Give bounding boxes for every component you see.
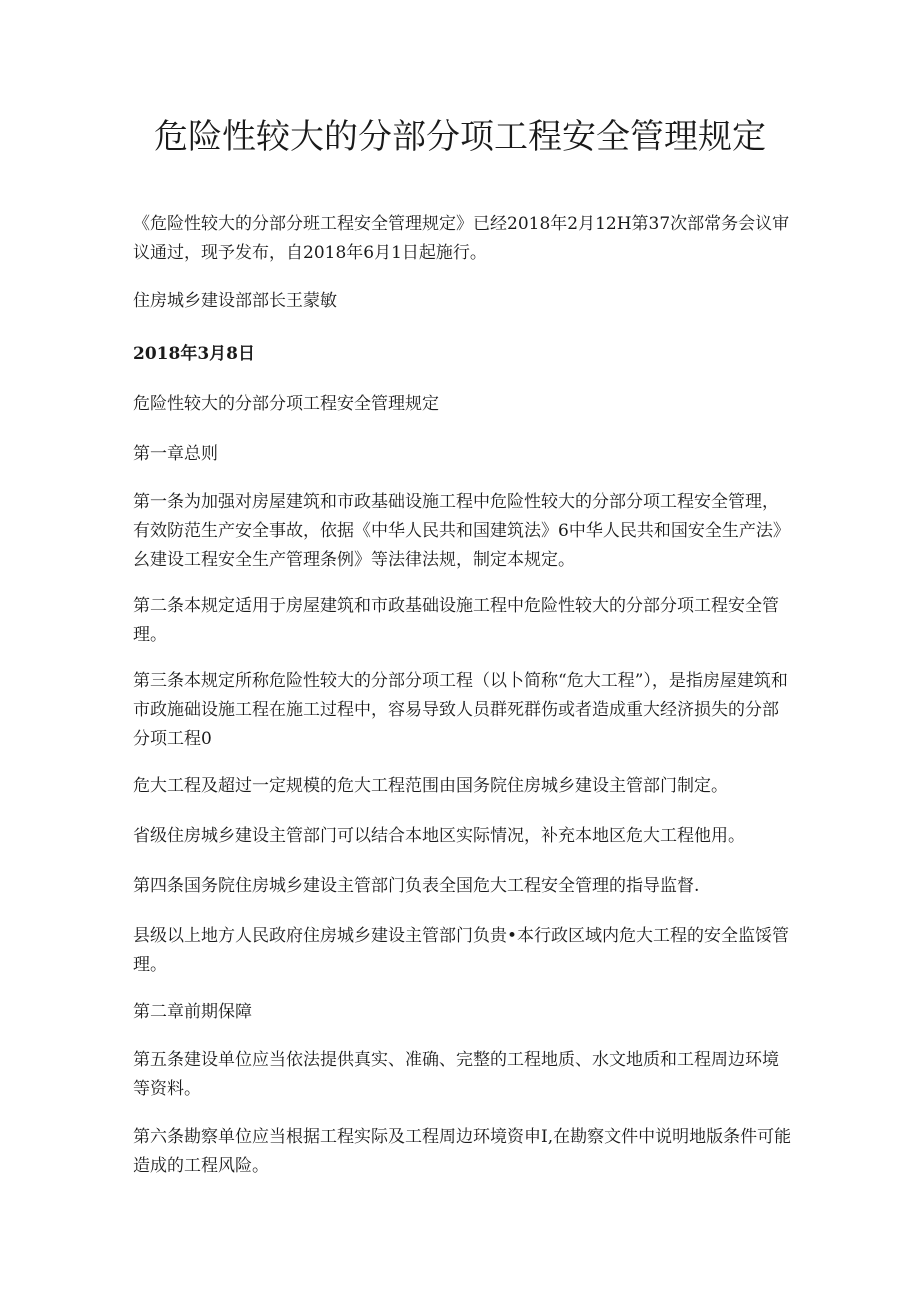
signatory-line: 住房城乡建设部部长王蒙敏 (133, 291, 337, 311)
regulation-title: 危险性较大的分部分项工程安全管理规定 (133, 394, 439, 414)
document-title: 危险性较大的分部分项工程安全管理规定 (154, 117, 766, 157)
article-paragraph: 第六条勘察单位应当根据工程实际及工程周边环境资申I,在勘察文件中说明地版条件可能造成的工程风险。 (133, 1127, 792, 1176)
chapter-heading: 第二章前期保障 (133, 1002, 252, 1022)
body-paragraph: 省级住房城乡建设主管部门可以结合本地区实际情况，补充本地区危大工程他用。 (133, 826, 745, 846)
article-paragraph: 第五条建设单位应当依法提供真实、准确、完整的工程地质、水文地质和工程周边环境等资料。 (133, 1050, 779, 1099)
preamble-paragraph: 《危险性较大的分部分班工程安全管理规定》已经2018年2月12H第37次部常务会议审议通过，现予发布，自2018年6月1日起施行。 (133, 214, 790, 263)
article-paragraph: 第三条本规定所称危险性较大的分部分项工程（以卜简称“危大工程”），是指房屋建筑和市政施础设施工程在施工过程中，容易导致人员群死群伤或者造成重大经济损失的分部分项工程0 (133, 671, 788, 749)
chapter-heading: 第一章总则 (133, 444, 218, 464)
article-paragraph: 第二条本规定适用于房屋建筑和市政基础设施工程中危险性较大的分部分项工程安全管理。 (133, 596, 779, 645)
body-paragraph: 危大工程及超过一定规模的危大工程范围由国务院住房城乡建设主管部门制定。 (133, 776, 728, 796)
issue-date: 2018年3月8日 (133, 344, 255, 364)
article-paragraph: 第四条国务院住房城乡建设主管部门负表全国危大工程安全管理的指导监督. (133, 876, 700, 896)
article-paragraph: 第一条为加强对房屋建筑和市政基础设施工程中危险性较大的分部分项工程安全管理，有效防范生产安全事故，依据《中华人民共和国建筑法》6中华人民共和国安全生产法》幺建设工程安全生产管理条例》等法律法规，制定本规定。 (133, 492, 790, 570)
body-paragraph: 县级以上地方人民政府住房城乡建设主管部门负贵•本行政区域内危大工程的安全监馁管理。 (133, 926, 790, 975)
